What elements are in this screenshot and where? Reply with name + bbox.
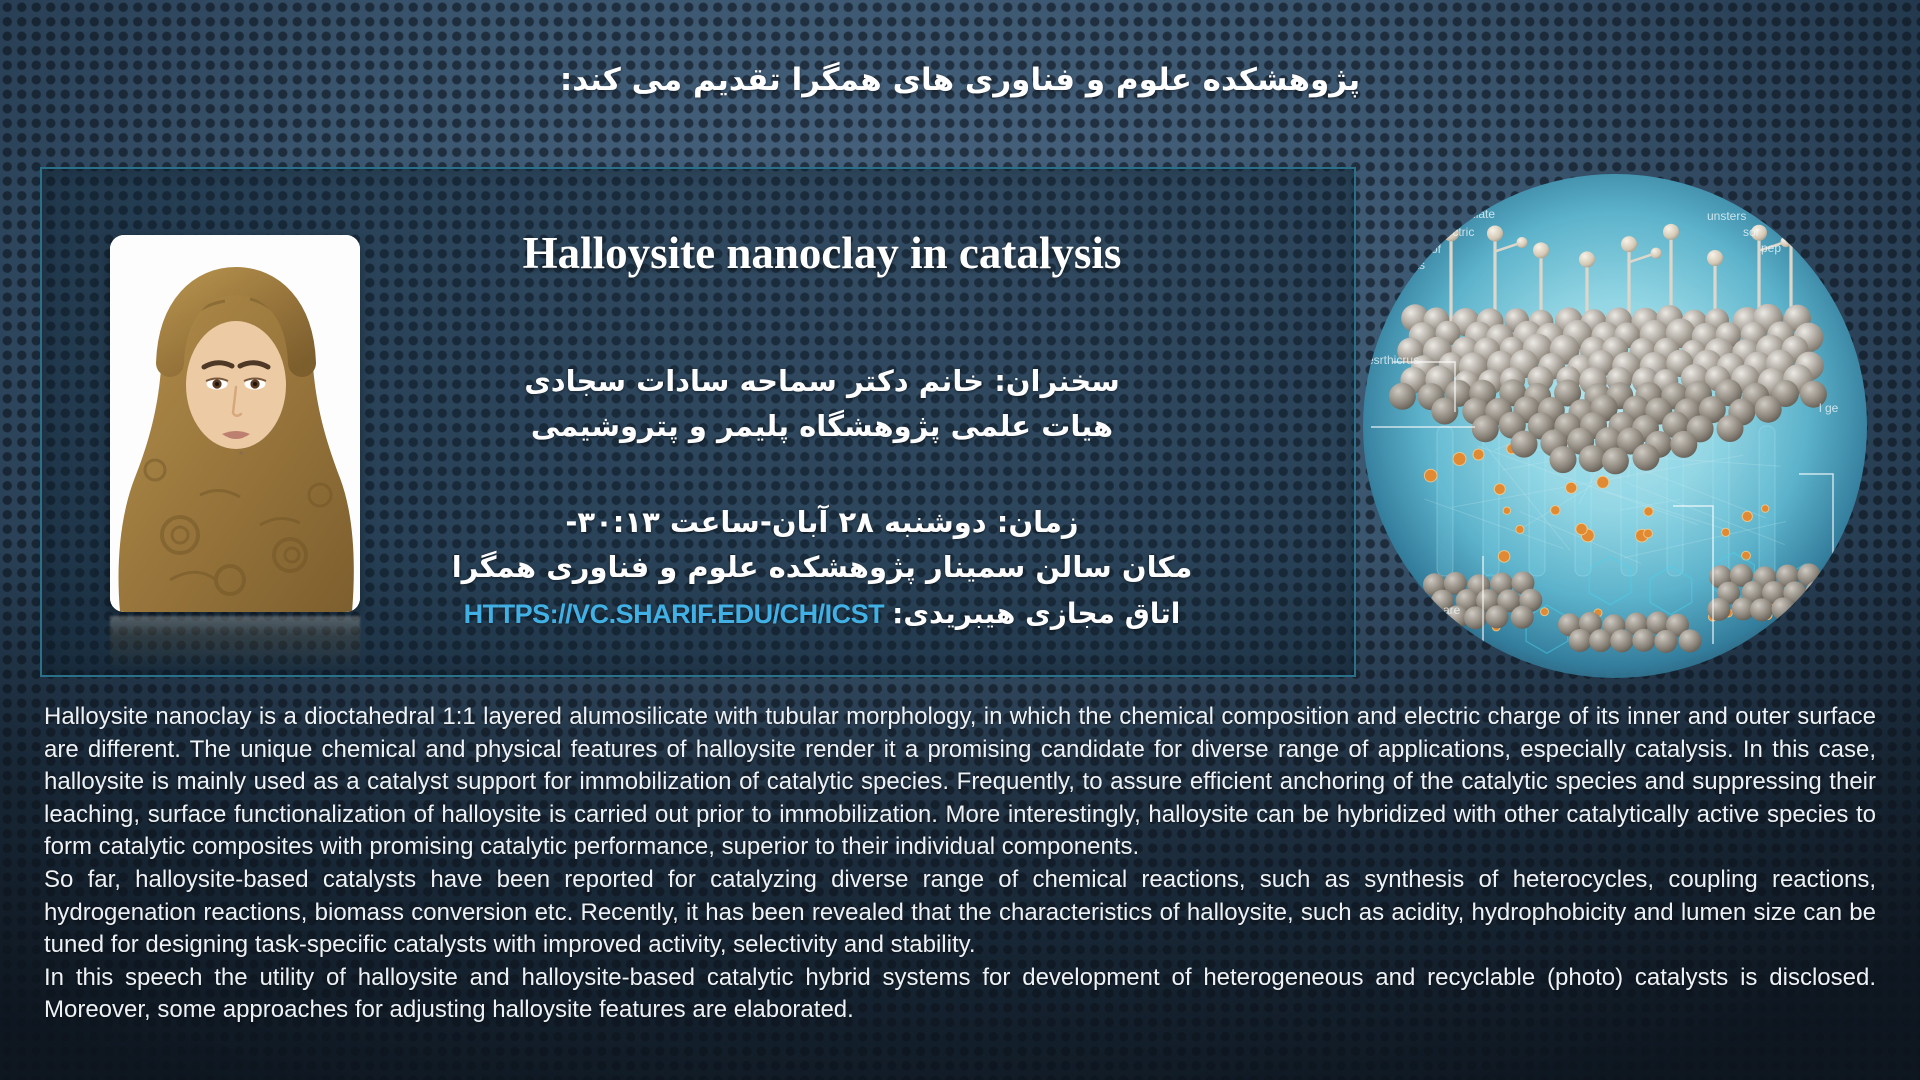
molecule-label: sor <box>1743 225 1760 239</box>
molecule-structure-illustration <box>1363 174 1867 678</box>
speaker-block <box>292 359 1352 449</box>
molecule-label: pep <box>1761 241 1782 255</box>
molecule-label: esrthicrus <box>1367 353 1420 367</box>
hybrid-room-label: اتاق مجازی هیبریدی: <box>892 597 1181 630</box>
speaker-line: سخنران: خانم دکتر سماحه سادات سجادی <box>524 364 1120 398</box>
vc-sharif-link[interactable]: HTTPS://VC.SHARIF.EDU/CH/ICST <box>463 599 885 629</box>
announcement-card <box>40 167 1356 677</box>
seminar-title: Halloysite nanoclay in catalysis <box>522 228 1122 278</box>
affiliation-line: هیات علمی پژوهشگاه پلیمر و پتروشیمی <box>530 409 1114 443</box>
face <box>186 321 286 449</box>
molecule-image <box>1363 174 1867 678</box>
molecule-label: w of <box>1419 242 1442 256</box>
abstract-text <box>44 701 1876 1027</box>
abstract-paragraph-3: In this speech the utility of halloysite and halloysite-based catalytic hybrid systems for development of heterogeneous and recyclable (photo) catalysts is disclosed. Moreover, some approaches for adjusting halloysite features are elaborated. <box>44 963 1876 1024</box>
molecule-label: l ge <box>1819 401 1839 415</box>
hybrid-room-line <box>292 590 1352 638</box>
molecule-label: unsters <box>1707 209 1747 223</box>
card-text-column <box>292 169 1352 675</box>
schedule-block <box>292 500 1352 638</box>
location-line: مکان سالن سمینار پژوهشکده علوم و فناوری همگرا <box>451 550 1193 584</box>
time-line: زمان: دوشنبه ۲۸ آبان-ساعت ۳۰:۱۳- <box>565 505 1079 539</box>
molecule-label: hosdilate <box>1447 207 1496 221</box>
abstract-paragraph-2: So far, halloysite-based catalysts have been reported for catalyzing diverse range of chemical reactions, such as synthesis of heterocycles, coupling reactions, hydrogenation reactions, biomass conversion etc. Recently, it has been revealed that the characteristics of halloysite, such as acidity, hydrophobicity and lumen size can be tuned for designing task-specific catalysts with improved activity, selectivity and stability. <box>44 865 1876 959</box>
molecule-label: dias <box>1403 258 1426 272</box>
abstract-paragraph-1: Halloysite nanoclay is a dioctahedral 1:1 layered alumosilicate with tubular morphology, in which the chemical composition and electric charge of its inner and outer surface are different. The unique chemical and physical features of halloysite render it a promising candidate for diverse range of applications, especially catalysis. In this case, halloysite is mainly used as a catalyst support for immobilization of catalytic species. Frequently, to assure efficient anchoring of the catalytic species and suppressing their leaching, surface functionalization of halloysite is carried out prior to immobilization. More interestingly, halloysite can be hybridized with other catalytically active species to form catalytic composites with promising catalytic performance, superior to their individual components. <box>44 703 1876 861</box>
presenter-line: پژوهشکده علوم و فناوری های همگرا تقدیم می کند: <box>559 62 1361 98</box>
molecule-label: are <box>1443 603 1461 617</box>
molecule-label: ers lectric <box>1423 225 1475 239</box>
